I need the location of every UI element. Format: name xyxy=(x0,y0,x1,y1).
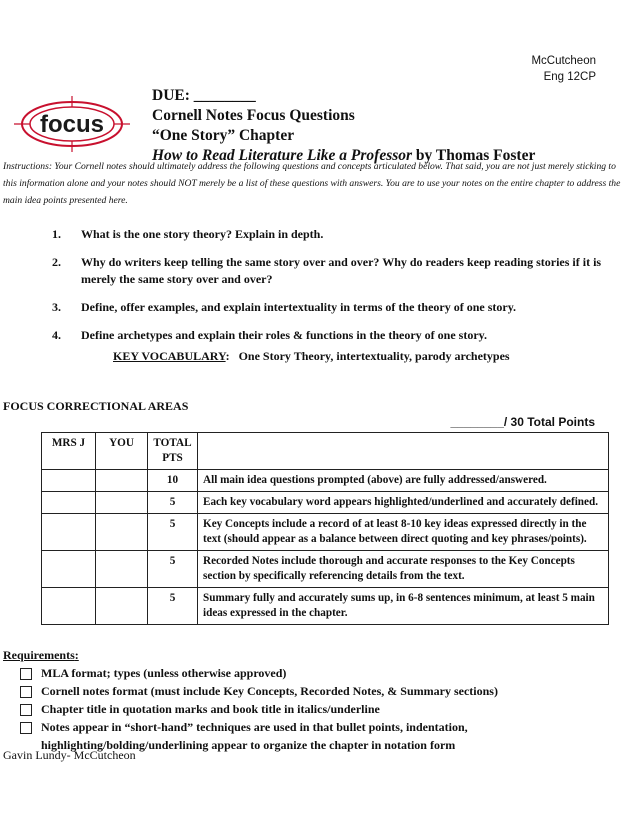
question-text: Why do writers keep telling the same story over and over? Why do readers keep reading stories if it is merely the same story over and over? xyxy=(81,255,602,286)
question-item xyxy=(52,327,612,344)
you-cell[interactable] xyxy=(96,470,148,492)
rubric-table xyxy=(41,432,609,625)
question-item xyxy=(52,299,612,316)
title-line-1: Cornell Notes Focus Questions xyxy=(152,107,355,124)
pts-cell: 5 xyxy=(148,514,198,551)
question-number: 3. xyxy=(52,300,61,314)
requirement-text: Cornell notes format (must include Key Concepts, Recorded Notes, & Summary sections) xyxy=(41,684,498,698)
question-item xyxy=(52,254,612,288)
criteria-cell: Recorded Notes include thorough and accurate responses to the Key Concepts section by specifically referencing details from the text. xyxy=(198,551,609,588)
rubric-header-row xyxy=(42,433,609,470)
col-header-criteria xyxy=(198,433,609,470)
requirements-title xyxy=(3,648,79,663)
requirements-label: Requirements xyxy=(3,648,75,662)
checkbox-icon[interactable] xyxy=(20,704,32,716)
book-author: by Thomas Foster xyxy=(412,147,536,164)
list-item xyxy=(20,682,600,700)
col-header-total-pts: TOTAL PTS xyxy=(148,433,198,470)
focus-areas-title: FOCUS CORRECTIONAL AREAS xyxy=(3,399,189,413)
table-row xyxy=(42,588,609,625)
table-row xyxy=(42,551,609,588)
title-line-2: “One Story” Chapter xyxy=(152,127,295,144)
book-title: How to Read Literature Like a Professor xyxy=(152,147,413,164)
total-points: ________/ 30 Total Points xyxy=(450,415,595,429)
criteria-cell: Key Concepts include a record of at least 8-10 key ideas expressed directly in the text (should appear as a balance between direct quoting and key phrases/points). xyxy=(198,514,609,551)
checkbox-icon[interactable] xyxy=(20,722,32,734)
question-text: What is the one story theory? Explain in depth. xyxy=(81,227,324,241)
criteria-cell: Summary fully and accurately sums up, in 6-8 sentences minimum, at least 5 main ideas expressed in the chapter. xyxy=(198,588,609,625)
vocab-colon: : xyxy=(225,349,230,363)
header-info xyxy=(531,53,596,85)
criteria-cell: All main idea questions prompted (above) are fully addressed/answered. xyxy=(198,470,609,492)
you-cell[interactable] xyxy=(96,492,148,514)
col-header-you: YOU xyxy=(96,433,148,470)
mrs-j-cell[interactable] xyxy=(42,551,96,588)
requirement-text: Notes appear in “short-hand” techniques are used in that bullet points, indentation, highlighting/bolding/underlining appear to organize the chapter in notation form xyxy=(41,720,468,752)
footer-author: Gavin Lundy- McCutcheon xyxy=(3,748,136,762)
table-row xyxy=(42,514,609,551)
list-item xyxy=(20,664,600,682)
question-text: Define archetypes and explain their roles & functions in the theory of one story. xyxy=(81,328,487,342)
pts-cell: 5 xyxy=(148,492,198,514)
question-number: 1. xyxy=(52,227,61,241)
table-row xyxy=(42,492,609,514)
mrs-j-cell[interactable] xyxy=(42,492,96,514)
requirements-colon: : xyxy=(74,648,79,662)
pts-cell: 5 xyxy=(148,588,198,625)
requirement-text: MLA format; types (unless otherwise approved) xyxy=(41,666,287,680)
requirements-list xyxy=(20,664,600,754)
focus-logo-graphic xyxy=(14,96,130,152)
criteria-cell: Each key vocabulary word appears highlighted/underlined and accurately defined. xyxy=(198,492,609,514)
question-text: Define, offer examples, and explain intertextuality in terms of the theory of one story. xyxy=(81,300,517,314)
question-number: 2. xyxy=(52,255,61,269)
title-block xyxy=(152,86,535,166)
vocab-label: KEY VOCABULARY xyxy=(113,349,226,363)
col-header-mrs-j: MRS J xyxy=(42,433,96,470)
question-item xyxy=(52,226,612,243)
table-row xyxy=(42,470,609,492)
due-line: DUE: ________ xyxy=(152,87,256,104)
vocab-terms: One Story Theory, intertextuality, parody archetypes xyxy=(238,349,510,363)
logo-text: focus xyxy=(39,111,105,138)
list-item xyxy=(20,700,600,718)
focus-logo xyxy=(14,96,130,152)
checkbox-icon[interactable] xyxy=(20,686,32,698)
pts-cell: 5 xyxy=(148,551,198,588)
mrs-j-cell[interactable] xyxy=(42,514,96,551)
pts-cell: 10 xyxy=(148,470,198,492)
course-name: Eng 12CP xyxy=(543,71,596,83)
mrs-j-cell[interactable] xyxy=(42,470,96,492)
checkbox-icon[interactable] xyxy=(20,668,32,680)
mrs-j-cell[interactable] xyxy=(42,588,96,625)
instructions: Instructions: Your Cornell notes should ultimately address the following questions and concepts articulated below. That said, you are not just merely sticking to this information alone and your notes should NOT merely be a list of these questions with answers. You are to use your notes on the entire chapter to address the main idea points presented here. xyxy=(3,161,621,206)
focus-questions xyxy=(52,226,612,355)
key-vocabulary xyxy=(113,349,510,364)
question-number: 4. xyxy=(52,328,61,342)
you-cell[interactable] xyxy=(96,514,148,551)
you-cell[interactable] xyxy=(96,551,148,588)
teacher-name: McCutcheon xyxy=(531,55,596,67)
requirement-text: Chapter title in quotation marks and book title in italics/underline xyxy=(41,702,380,716)
you-cell[interactable] xyxy=(96,588,148,625)
